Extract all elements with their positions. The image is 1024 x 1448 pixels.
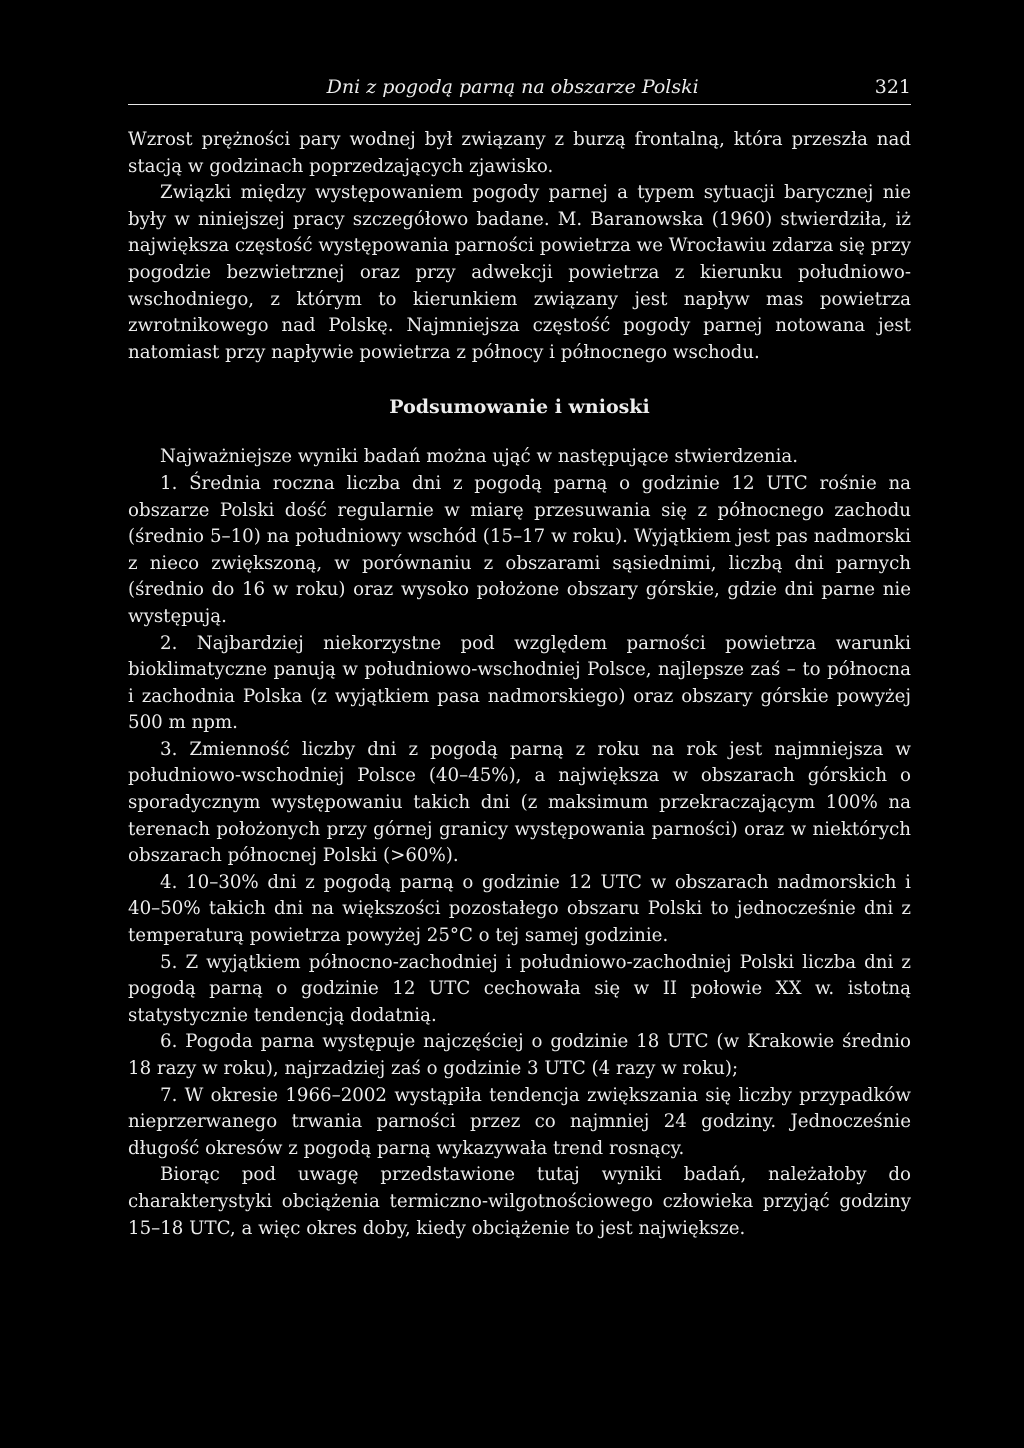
section-heading: Podsumowanie i wnioski (389, 396, 650, 419)
closing-paragraph: Biorąc pod uwagę przedstawione tutaj wyniki badań, należałoby do charakterystyki obciążenia termiczno-wilgotnościowego człowieka przyjąć godziny 15–18 UTC, a więc okres doby, kiedy obciążenie to jest największe. (128, 1164, 911, 1239)
paragraph-barometric: Związki między występowaniem pogody parnej a typem sytuacji barycznej nie były w niniejszej pracy szczegółowo badane. M. Baranowska (1960) stwierdziła, iż największa częstość występowania parności powietrza we Wrocławiu zdarza się przy pogodzie bezwietrznej oraz przy adwekcji powietrza z kierunku południowo-wschodniego, z którym to kierunkiem związany jest napływ mas powietrza zwrotnikowego nad Polskę. Najmniejsza częstość pogody parnej notowana jest natomiast przy napływie powietrza z północy i północnego wschodu. (128, 182, 911, 363)
summary-point-7: 7. W okresie 1966–2002 wystąpiła tendencja zwiększania się liczby przypadków nieprzerwanego trwania parności przez co najmniej 24 godziny. Jednocześnie długość okresów z pogodą parną wykazywała trend rosnący. (128, 1084, 911, 1159)
summary-point-2: 2. Najbardziej niekorzystne pod względem parności powietrza warunki bioklimatyczne panują w południowo-wschodniej Polsce, najlepsze zaś – to północna i zachodnia Polska (z wyjątkiem pasa nadmorskiego) oraz obszary górskie powyżej 500 m npm. (128, 632, 911, 734)
summary-lead: Najważniejsze wyniki badań można ująć w następujące stwierdzenia. (160, 446, 799, 468)
summary-point-3: 3. Zmienność liczby dni z pogodą parną z roku na rok jest najmniejsza w południowo-wschodniej Polsce (40–45%), a największa w obszarach górskich o sporadycznym występowaniu takich dni (z maksimum przekraczającym 100% na terenach położonych przy górnej granicy występowania parności) oraz w niektórych obszarach północnej Polski (>60%). (128, 738, 911, 867)
running-header (128, 74, 911, 105)
page (128, 74, 911, 1242)
summary-point-5: 5. Z wyjątkiem północno-zachodniej i południowo-zachodniej Polski liczba dni z pogodą parną o godzinie 12 UTC cechowała się w II połowie XX w. istotną statystycznie tendencją dodatnią. (128, 951, 911, 1026)
summary-point-1: 1. Średnia roczna liczba dni z pogodą parną o godzinie 12 UTC rośnie na obszarze Polski dość regularnie w miarę przesuwania się z północnego zachodu (średnio 5–10) na południowy wschód (15–17 w roku). Wyjątkiem jest pas nadmorski z nieco zwiększoną, w porównaniu z obszarami sąsiednimi, liczbą dni parnych (średnio do 16 w roku) oraz wysoko położone obszary górskie, gdzie dni parne nie występują. (128, 472, 911, 627)
body-text (128, 127, 911, 1242)
summary-point-4: 4. 10–30% dni z pogodą parną o godzinie 12 UTC w obszarach nadmorskich i 40–50% takich dni na większości pozostałego obszaru Polski to jednocześnie dni z temperaturą powietrza powyżej 25°C o tej samej godzinie. (128, 871, 911, 947)
running-title: Dni z pogodą parną na obszarze Polski (326, 76, 699, 98)
paragraph-continuation: Wzrost prężności pary wodnej był związany z burzą frontalną, która przeszła nad stacją w godzinach poprzedzających zjawisko. (128, 129, 911, 177)
page-number: 321 (874, 76, 911, 98)
summary-point-6: 6. Pogoda parna występuje najczęściej o godzinie 18 UTC (w Krakowie średnio 18 razy w roku), najrzadziej zaś o godzinie 3 UTC (4 razy w roku); (128, 1031, 911, 1079)
